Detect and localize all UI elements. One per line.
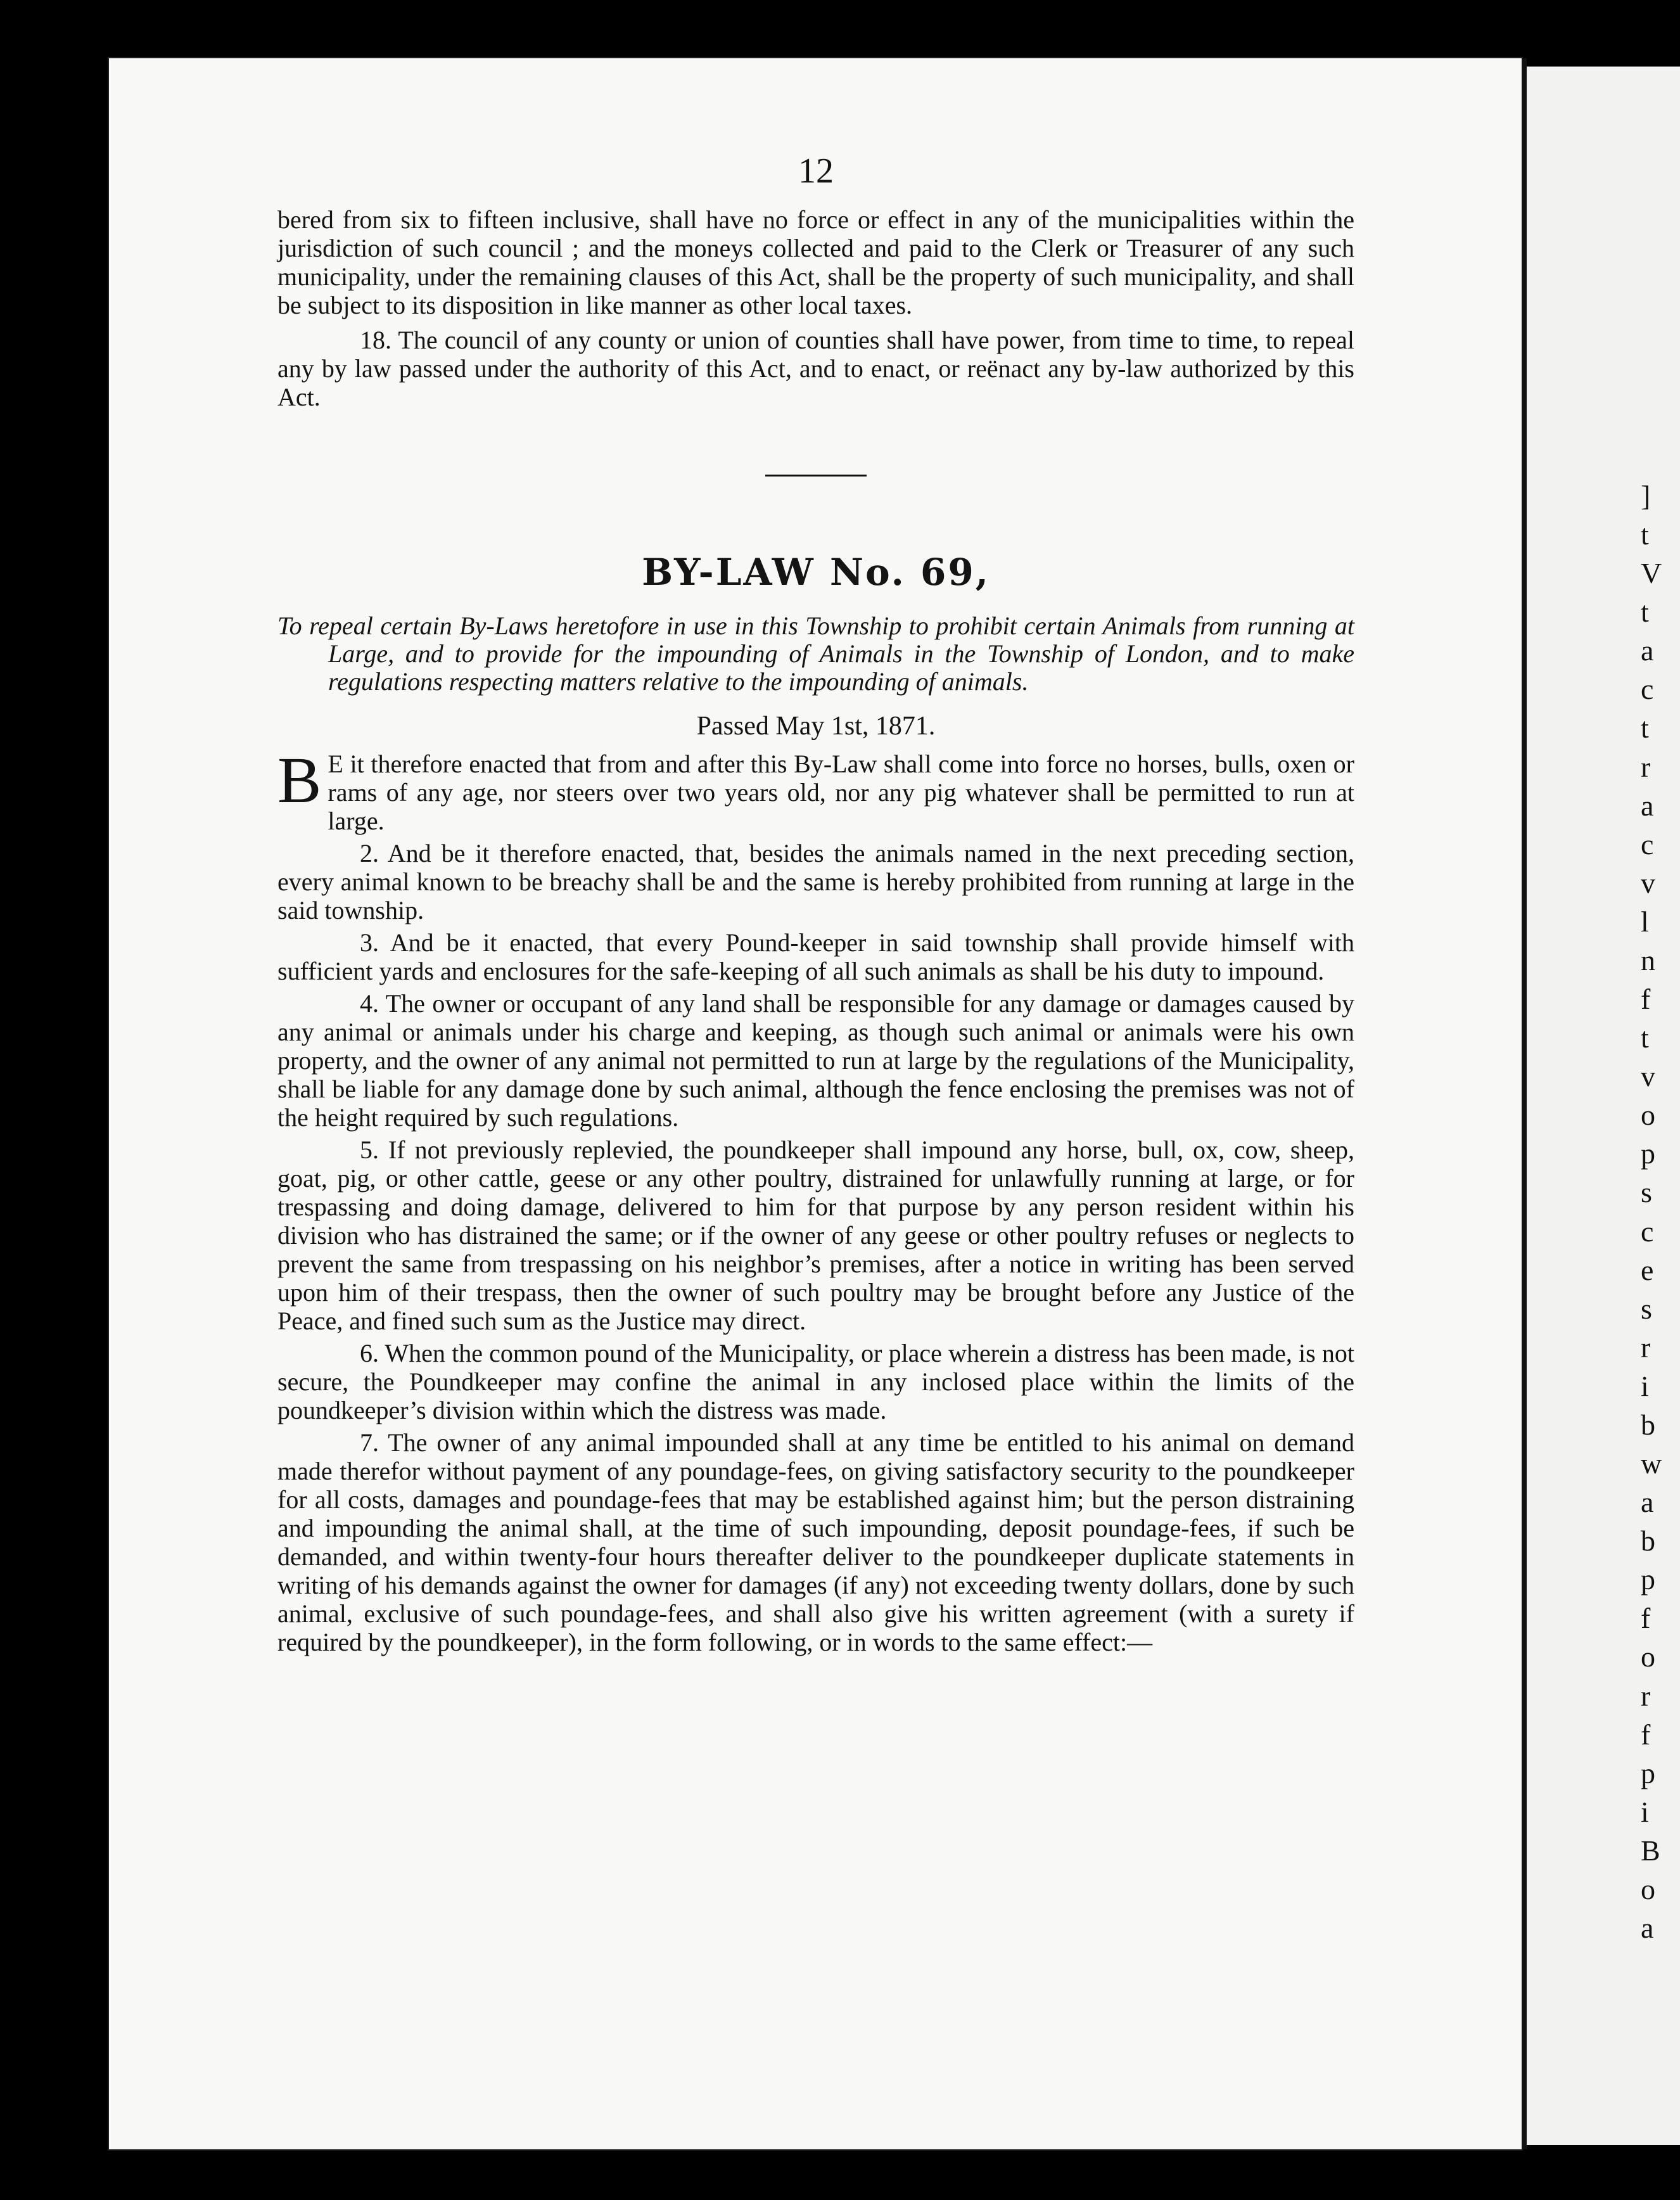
bylaw-title: BY-LAW No. 69,	[642, 551, 990, 594]
section-1	[277, 744, 1354, 835]
continuation-paragraph: bered from six to fifteen inclusive, shall have no force or effect in any of the municipalities within the jurisdiction of such council ; and the moneys collected and paid to the Clerk or Treasurer of any such municipality, under the remaining clauses of this Act, shall be the property of such municipality, and shall be subject to its disposition in like manner as other local taxes.	[277, 205, 1354, 319]
facing-page-letter: v	[1641, 1060, 1655, 1092]
page-number: 12	[798, 151, 834, 191]
facing-page-letter: o	[1641, 1640, 1655, 1673]
facing-page-letter: t	[1641, 518, 1649, 551]
facing-page-letter: s	[1641, 1176, 1652, 1208]
facing-page-letter: p	[1641, 1137, 1655, 1170]
section-7: 7. The owner of any animal impounded shall at any time be entitled to his animal on demand made therefor without payment of any poundage-fees, on giving satisfactory security to the poundkeeper for all costs, damages and poundage-fees that may be established against him; but the person distraining and impounding the animal shall, at the time of such impounding, deposit poundage-fees, if such be demanded, and within twenty-four hours thereafter deliver to the poundkeeper duplicate statements in writing of his demands against the owner for damages (if any) not exceeding twenty dollars, done by such animal, exclusive of such poundage-fees, and shall also give his written agreement (with a surety if required by the poundkeeper), in the form following, or in words to the same effect:—	[277, 1428, 1354, 1656]
facing-page-letter: p	[1641, 1563, 1655, 1596]
section-3: 3. And be it enacted, that every Pound-keeper in said township shall provide himself with sufficient yards and enclosures for the safe-keeping of all such animals as shall be his duty to impound.	[277, 928, 1354, 985]
facing-page-letter: f	[1641, 1602, 1651, 1634]
facing-page-letter: i	[1641, 1370, 1649, 1402]
section-18: 18. The council of any county or union of counties shall have power, from time to time, to repeal any by law passed under the authority of this Act, and to enact, or reënact any by-law authorized by this Act.	[277, 326, 1354, 411]
facing-page-letter: t	[1641, 596, 1649, 628]
facing-page-letter: w	[1641, 1447, 1662, 1480]
facing-page-letter: r	[1641, 751, 1651, 783]
facing-page-letter: B	[1641, 1834, 1660, 1867]
facing-page-letter: o	[1641, 1099, 1655, 1131]
facing-page-letter: i	[1641, 1796, 1649, 1828]
drop-cap: B	[277, 744, 322, 817]
facing-page-letter: b	[1641, 1525, 1655, 1557]
facing-page-letter: f	[1641, 983, 1651, 1015]
facing-page-letter: o	[1641, 1873, 1655, 1905]
facing-page-letter: e	[1641, 1254, 1654, 1286]
facing-page-letter: a	[1641, 790, 1654, 822]
facing-page-letter: a	[1641, 1912, 1654, 1944]
facing-page-letter: ]	[1641, 480, 1651, 512]
facing-page-letter: t	[1641, 1021, 1649, 1054]
facing-page-letter: r	[1641, 1331, 1651, 1364]
page-gutter	[1522, 58, 1527, 2149]
facing-page-letter: v	[1641, 867, 1655, 899]
facing-page-edge	[1527, 67, 1680, 2145]
facing-page-letter: f	[1641, 1718, 1651, 1751]
facing-page-letter: c	[1641, 828, 1654, 860]
section-4: 4. The owner or occupant of any land shall be responsible for any damage or damages caused by any animal or animals under his charge and keeping, as though such animal or animals were his own property, and the owner of any animal not permitted to run at large by the regulations of the Municipality, shall be liable for any damage done by such animal, although the fence enclosing the premises was not of the height required by such regulations.	[277, 989, 1354, 1132]
passed-date: Passed May 1st, 1871.	[696, 712, 936, 741]
section-6: 6. When the common pound of the Municipality, or place wherein a distress has been made, is not secure, the Poundkeeper may confine the animal in any inclosed place within the limits of the poundkeeper’s division within which the distress was made.	[277, 1339, 1354, 1424]
facing-page-letter: t	[1641, 712, 1649, 744]
facing-page-letter: c	[1641, 1215, 1654, 1248]
section-2: 2. And be it therefore enacted, that, besides the animals named in the next preceding section, every animal known to be breachy shall be and the same is hereby prohibited from running at large in the said township.	[277, 839, 1354, 924]
facing-page-letter: V	[1641, 557, 1662, 589]
bylaw-subtitle: To repeal certain By-Laws heretofore in use in this Township to prohibit certain Animals from running at Large, and to provide for the impounding of Animals in the Township of London, and to make regulations respecting matters relative to the impounding of animals.	[277, 611, 1354, 696]
facing-page-letter: p	[1641, 1757, 1655, 1789]
facing-page-letter: s	[1641, 1293, 1652, 1325]
text-column	[277, 152, 1354, 1656]
facing-page-letter: r	[1641, 1680, 1651, 1712]
facing-page-letter: a	[1641, 634, 1654, 667]
facing-page-letter: b	[1641, 1409, 1655, 1441]
facing-page-letter: n	[1641, 944, 1655, 976]
facing-page-letter: c	[1641, 673, 1654, 705]
facing-page-letter: l	[1641, 905, 1649, 938]
section-1-text: E it therefore enacted that from and after this By-Law shall come into force no horses, bulls, oxen or rams of any age, nor steers over two years old, nor any pig whatever shall be permitted to run at large.	[328, 750, 1354, 835]
section-divider	[765, 475, 867, 476]
facing-page-letter: a	[1641, 1486, 1654, 1518]
section-5: 5. If not previously replevied, the poundkeeper shall impound any horse, bull, ox, cow, sheep, goat, pig, or other cattle, geese or any other poultry, distrained for unlawfully running at large, or for trespassing and doing damage, delivered to him for that purpose by any person resident within his division who has distrained the same; or if the owner of any geese or other poultry refuses or neglects to prevent the same from trespassing on his neighbor’s premises, after a notice in writing has been served upon him of their trespass, then the owner of such poultry may be brought before any Justice of the Peace, and fined such sum as the Justice may direct.	[277, 1135, 1354, 1335]
